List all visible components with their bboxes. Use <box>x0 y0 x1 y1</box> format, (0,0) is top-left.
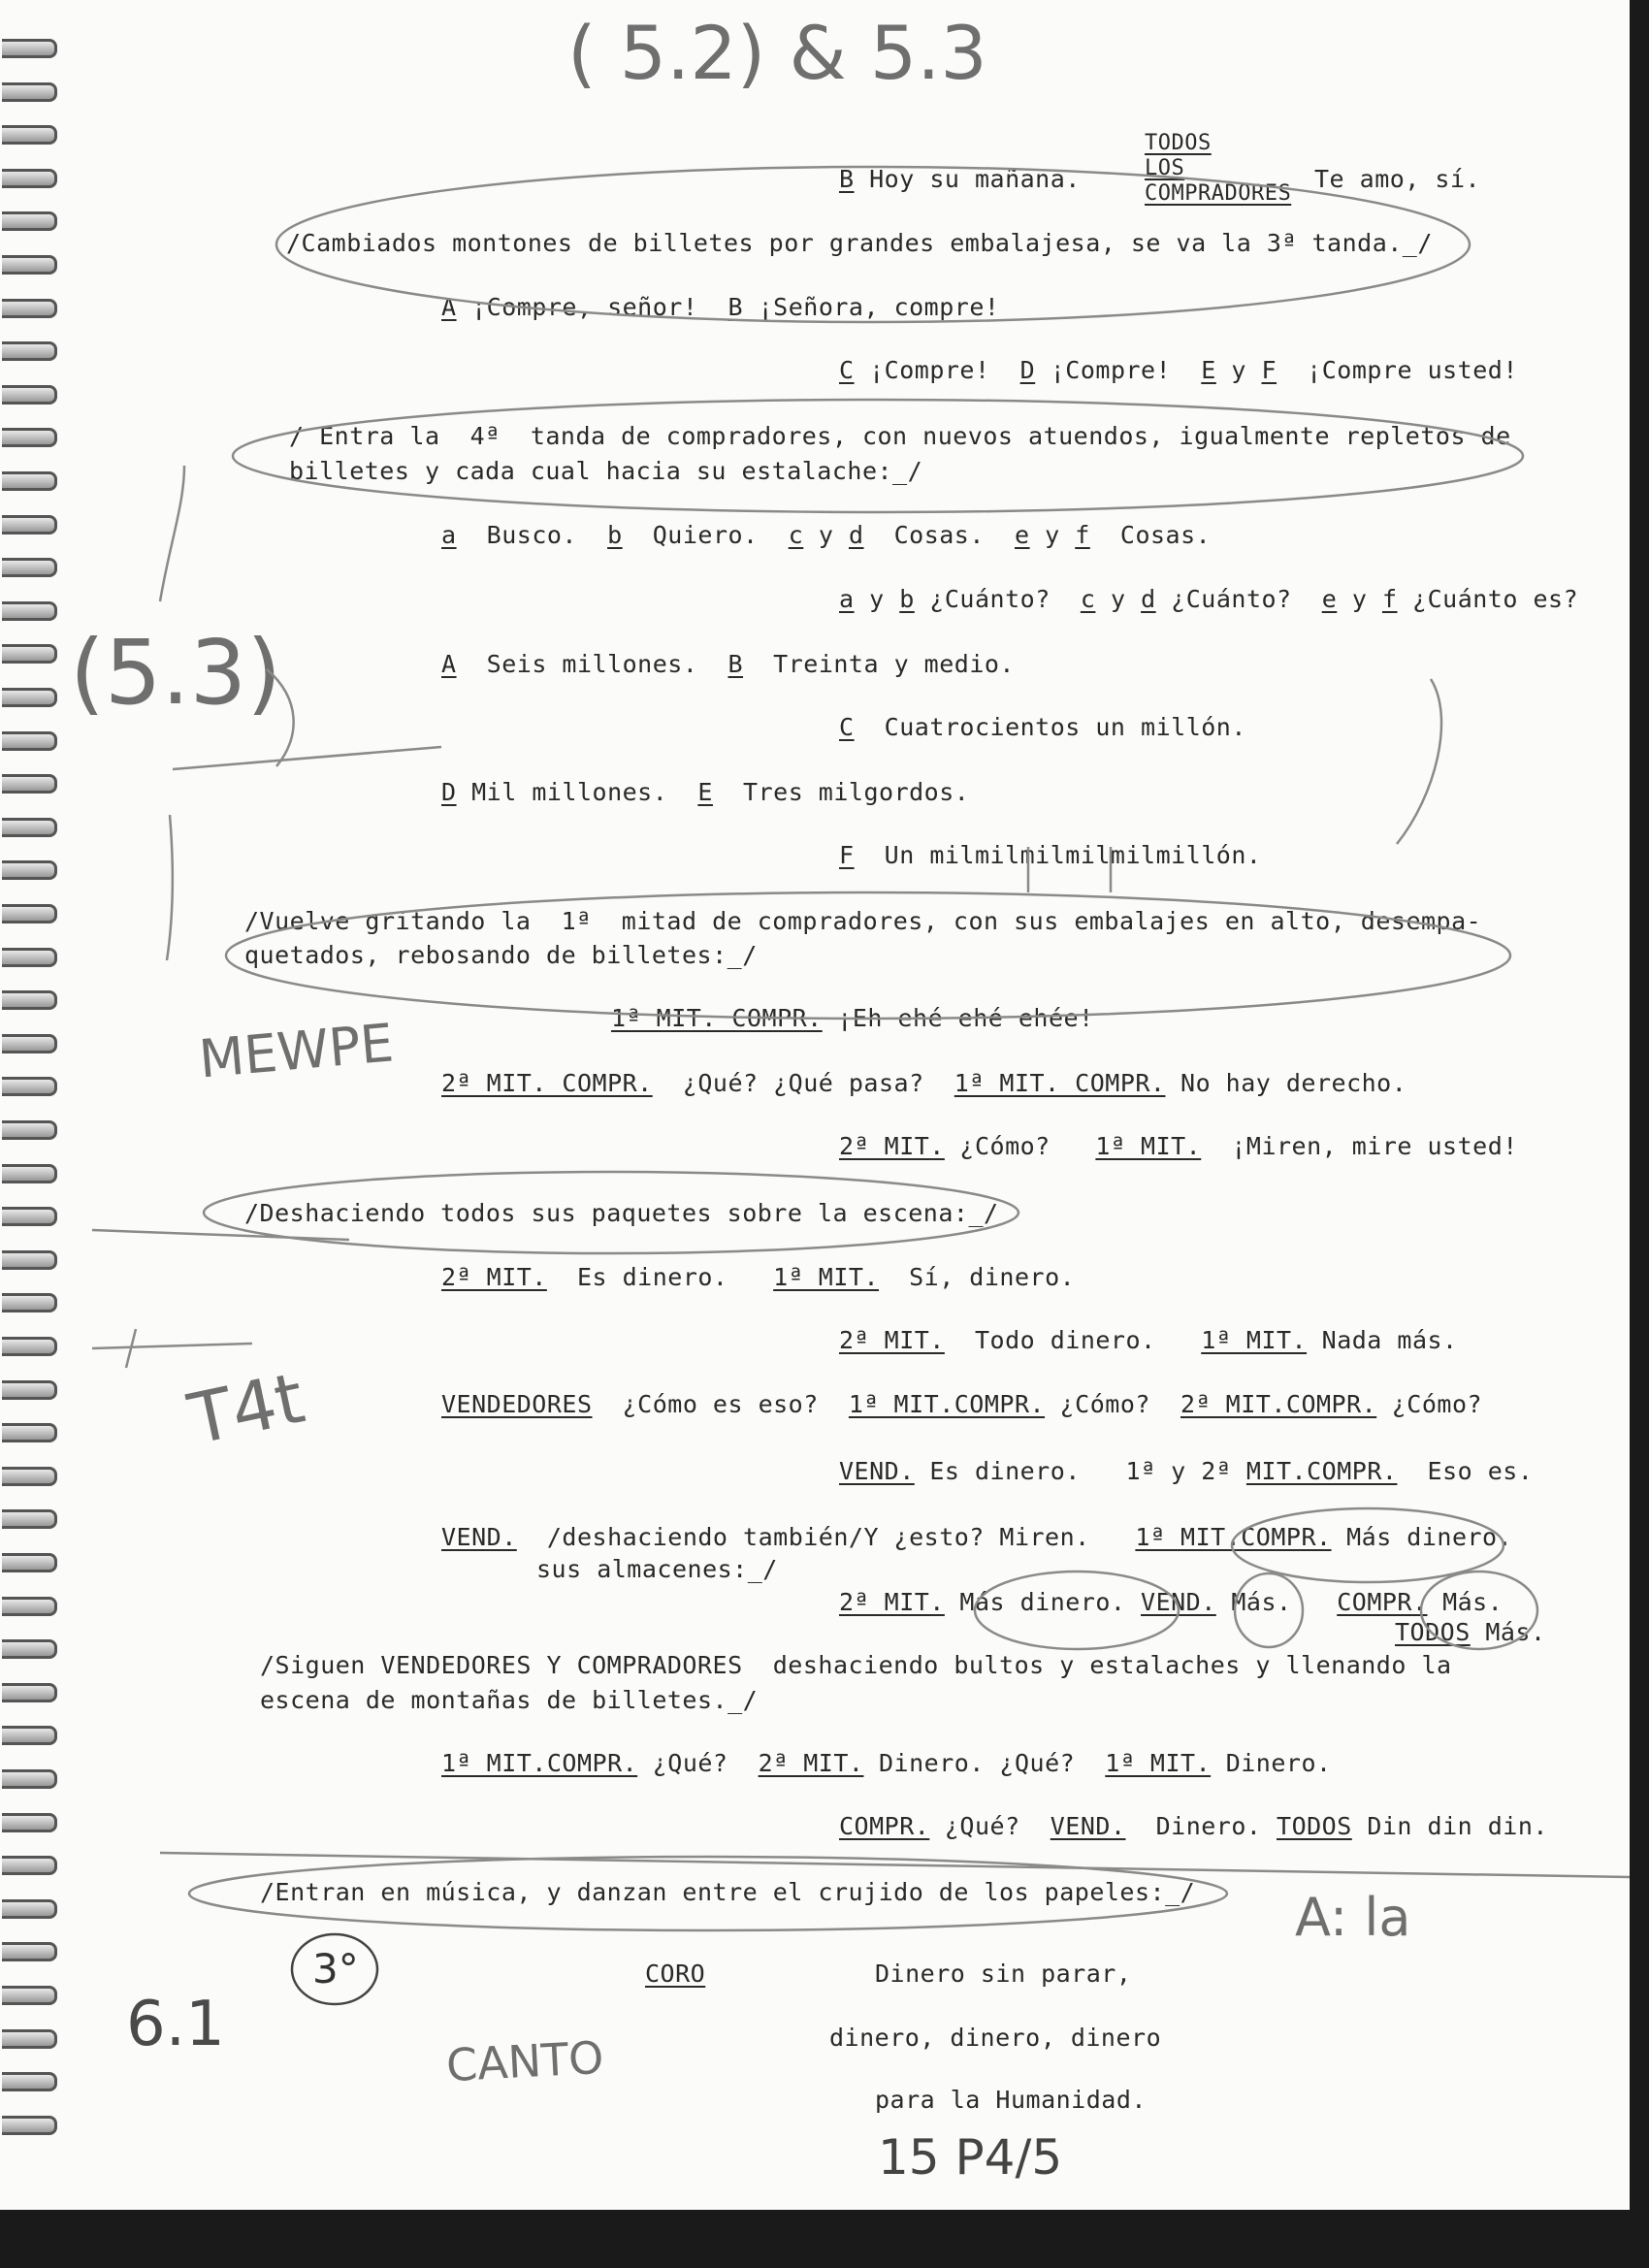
spiral-ring <box>2 990 57 1010</box>
speaker: TODOS <box>1395 1618 1471 1646</box>
dialogue-line: a y b ¿Cuánto? c y d ¿Cuánto? e y f ¿Cuánto es? <box>839 585 1579 613</box>
dialogue-line: 2ª MIT. Más dinero. VEND. Más. COMPR. Más. <box>839 1588 1504 1616</box>
spiral-ring <box>2 2116 57 2135</box>
spiral-ring <box>2 904 57 923</box>
spiral-ring <box>2 255 57 275</box>
speaker: CORO <box>645 1960 706 1988</box>
speaker: 2ª MIT. <box>758 1749 864 1777</box>
speaker: B <box>728 293 744 321</box>
speaker: 2ª MIT. <box>839 1132 945 1160</box>
pencil-stroke <box>167 815 173 960</box>
line-te-amo <box>1314 165 1480 194</box>
pencil-stroke <box>126 1329 136 1368</box>
speaker: e <box>1015 521 1030 549</box>
speaker: 2ª MIT. COMPR. <box>441 1069 653 1097</box>
spiral-ring <box>2 1597 57 1616</box>
dialogue-line: D Mil millones. E Tres milgordos. <box>441 778 970 806</box>
stage-direction: escena de montañas de billetes._/ <box>260 1686 759 1714</box>
dialogue-line: A ¡Compre, señor! B ¡Señora, compre! <box>441 293 1000 321</box>
dialogue-line: VEND. Es dinero. 1ª y 2ª MIT.COMPR. Eso es. <box>839 1457 1534 1485</box>
stage-direction: /Deshaciendo todos sus paquetes sobre la escena:_/ <box>244 1199 999 1227</box>
spiral-ring <box>2 1899 57 1919</box>
stage-direction: /Vuelve gritando la 1ª mitad de compradores, con sus embalajes en alto, desempa- <box>244 907 1482 935</box>
speaker: f <box>1381 585 1398 613</box>
speaker: a <box>441 521 457 549</box>
pencil-stroke <box>160 1853 1630 1877</box>
speaker: 1ª MIT. COMPR. <box>954 1069 1166 1097</box>
speaker: 2ª MIT. <box>839 1326 945 1354</box>
speaker: 1ª MIT.COMPR. <box>441 1749 638 1777</box>
stage-direction: /Cambiados montones de billetes por grandes embalajesa, se va la 3ª tanda._/ <box>286 229 1433 257</box>
speaker: A <box>441 650 457 678</box>
speaker: e <box>1321 585 1338 613</box>
spiral-ring <box>2 1683 57 1702</box>
speaker: A <box>441 293 457 321</box>
line-b-hoy <box>839 165 1081 194</box>
stage-direction: billetes y cada cual hacia su estalache:_/ <box>289 457 923 485</box>
pencil-stroke <box>160 466 184 601</box>
handwritten-left-53: (5.3) <box>70 621 282 725</box>
handwritten-menope: MEWPE <box>196 1012 397 1090</box>
dialogue-line: C Cuatrocientos un millón. <box>839 713 1246 741</box>
speaker: TODOS <box>1145 131 1212 155</box>
spiral-ring <box>2 2072 57 2091</box>
pencil-stroke <box>92 1344 252 1348</box>
speaker: COMPRADORES <box>1145 181 1292 206</box>
speaker: VEND. <box>1050 1812 1126 1840</box>
speaker: 1ª MIT. <box>1201 1326 1308 1354</box>
speaker: VEND. <box>839 1457 915 1485</box>
speaker: TODOS <box>1277 1812 1352 1840</box>
stage-direction: /Siguen VENDEDORES Y COMPRADORES deshaciendo bultos y estalaches y llenando la <box>260 1651 1452 1679</box>
speaker: 1ª MIT. <box>1095 1132 1202 1160</box>
dialogue-line: 1ª MIT.COMPR. ¿Qué? 2ª MIT. Dinero. ¿Qué? 1ª MIT. Dinero. <box>441 1749 1332 1777</box>
spiral-ring <box>2 1942 57 1961</box>
speaker: LOS <box>1145 156 1185 180</box>
speaker: COMPR. <box>839 1812 930 1840</box>
spiral-ring <box>2 1077 57 1096</box>
speaker: F <box>839 841 855 869</box>
spiral-binding <box>0 39 68 2173</box>
handwritten-canto: CANTO <box>444 2030 605 2092</box>
speaker: C <box>839 356 855 384</box>
spiral-ring <box>2 1337 57 1356</box>
speaker: D <box>441 778 457 806</box>
dialogue-line: 2ª MIT. ¿Cómo? 1ª MIT. ¡Miren, mire usted! <box>839 1132 1518 1160</box>
spiral-ring <box>2 1509 57 1529</box>
speaker: d <box>848 521 864 549</box>
dialogue-line: F Un milmilmilmilmilmillón. <box>839 841 1262 869</box>
pencil-stroke <box>1397 679 1441 844</box>
speaker: 1ª MIT. <box>773 1263 879 1291</box>
dialogue-line: VENDEDORES ¿Cómo es eso? 1ª MIT.COMPR. ¿Cómo? 2ª MIT.COMPR. ¿Cómo? <box>441 1390 1483 1418</box>
spiral-ring <box>2 169 57 188</box>
spiral-ring <box>2 1769 57 1789</box>
spiral-ring <box>2 428 57 447</box>
dialogue-line: 2ª MIT. COMPR. ¿Qué? ¿Qué pasa? 1ª MIT. COMPR. No hay derecho. <box>441 1069 1407 1097</box>
spiral-ring <box>2 1813 57 1832</box>
speaker: COMPR. <box>1337 1588 1428 1616</box>
speaker: f <box>1075 521 1090 549</box>
handwritten-top-note: ( 5.2) & 5.3 <box>567 10 987 96</box>
handwritten-page-number: 15 P4/5 <box>878 2129 1063 2186</box>
spiral-ring <box>2 341 57 361</box>
spiral-ring <box>2 1553 57 1572</box>
spiral-ring <box>2 471 57 491</box>
stage-direction: quetados, rebosando de billetes:_/ <box>244 941 758 969</box>
speaker: 2ª MIT.COMPR. <box>1180 1390 1377 1418</box>
song-verse: para la Humanidad. <box>875 2086 1147 2114</box>
spiral-ring <box>2 1207 57 1226</box>
spiral-ring <box>2 2029 57 2049</box>
spiral-ring <box>2 644 57 664</box>
spiral-ring <box>2 385 57 405</box>
spiral-ring <box>2 818 57 837</box>
handwritten-circled-3: 3° <box>312 1945 359 1993</box>
pencil-stroke <box>92 1230 349 1240</box>
speaker: D <box>1019 356 1036 384</box>
speaker: 1ª MIT.COMPR. <box>1135 1523 1332 1551</box>
speaker: d <box>1141 585 1156 613</box>
spiral-ring <box>2 860 57 880</box>
spiral-ring <box>2 601 57 621</box>
speaker: F <box>1261 356 1277 384</box>
dialogue-line: 1ª MIT. COMPR. ¡Eh ehé ehé ehée! <box>611 1004 1094 1032</box>
spiral-ring <box>2 1467 57 1486</box>
speaker: c <box>788 521 804 549</box>
dialogue-line: 2ª MIT. Es dinero. 1ª MIT. Sí, dinero. <box>441 1263 1076 1291</box>
spiral-ring <box>2 1164 57 1183</box>
speaker: 1ª MIT.COMPR. <box>848 1390 1046 1418</box>
spiral-ring <box>2 731 57 751</box>
song-verse: dinero, dinero, dinero <box>829 2024 1162 2052</box>
stage-direction: / Entra la 4ª tanda de compradores, con nuevos atuendos, igualmente repletos de <box>289 422 1511 450</box>
spiral-ring <box>2 82 57 102</box>
pencil-stroke <box>173 747 441 769</box>
spiral-ring <box>2 39 57 58</box>
speaker: b <box>899 585 915 613</box>
coro-label <box>645 1960 705 1989</box>
spiral-ring <box>2 299 57 318</box>
stage-direction: sus almacenes:_/ <box>536 1555 778 1583</box>
dialogue-line: a Busco. b Quiero. c y d Cosas. e y f Cosas. <box>441 521 1212 549</box>
speaker: VEND. <box>441 1523 517 1551</box>
speaker: MIT.COMPR. <box>1245 1457 1398 1485</box>
dialogue-line: TODOS Más. <box>1395 1618 1546 1646</box>
dialogue-line: 2ª MIT. Todo dinero. 1ª MIT. Nada más. <box>839 1326 1458 1354</box>
handwritten-ala: A: la <box>1295 1887 1411 1948</box>
speaker: B <box>728 650 744 678</box>
spiral-ring <box>2 1856 57 1875</box>
speaker: 1ª MIT. <box>1105 1749 1212 1777</box>
dialogue-line: C ¡Compre! D ¡Compre! E y F ¡Compre usted! <box>839 356 1518 384</box>
spiral-ring <box>2 948 57 967</box>
dialogue-line: VEND. /deshaciendo también/Y ¿esto? Miren. 1ª MIT.COMPR. Más dinero. <box>441 1523 1513 1551</box>
handwritten-61: 6.1 <box>126 1989 225 2060</box>
speaker: 2ª MIT. <box>839 1588 945 1616</box>
dialogue: Te amo, sí. <box>1314 165 1481 193</box>
speaker: VENDEDORES <box>441 1390 593 1418</box>
speaker: E <box>697 778 713 806</box>
speaker: 1ª MIT. COMPR. <box>611 1004 823 1032</box>
speaker: VEND. <box>1141 1588 1216 1616</box>
speaker: 2ª MIT. <box>441 1263 547 1291</box>
spiral-ring <box>2 1639 57 1659</box>
stage-direction: /Entran en música, y danzan entre el crujido de los papeles:_/ <box>260 1878 1196 1906</box>
spiral-ring <box>2 211 57 231</box>
spiral-ring <box>2 1250 57 1270</box>
spiral-ring <box>2 1423 57 1442</box>
spiral-ring <box>2 1293 57 1312</box>
spiral-ring <box>2 1380 57 1400</box>
spiral-ring <box>2 1034 57 1053</box>
speaker: b <box>607 521 623 549</box>
speaker: c <box>1080 585 1096 613</box>
todos-los-compradores <box>1145 131 1291 207</box>
dialogue-line: A Seis millones. B Treinta y medio. <box>441 650 1015 678</box>
speaker: a <box>839 585 855 613</box>
speaker: C <box>839 713 855 741</box>
song-verse: Dinero sin parar, <box>875 1960 1132 1988</box>
dialogue: Hoy su mañana. <box>854 165 1081 193</box>
spiral-ring <box>2 1726 57 1745</box>
spiral-ring <box>2 774 57 794</box>
spiral-ring <box>2 125 57 145</box>
spiral-ring <box>2 558 57 577</box>
speaker: B <box>839 165 855 193</box>
spiral-ring <box>2 688 57 707</box>
pencil-loop <box>233 400 1523 512</box>
speaker: E <box>1201 356 1216 384</box>
spiral-ring <box>2 1120 57 1140</box>
spiral-ring <box>2 515 57 535</box>
dialogue-line: COMPR. ¿Qué? VEND. Dinero. TODOS Din din din. <box>839 1812 1548 1840</box>
handwritten-tat: T4t <box>181 1356 311 1461</box>
spiral-ring <box>2 1986 57 2005</box>
